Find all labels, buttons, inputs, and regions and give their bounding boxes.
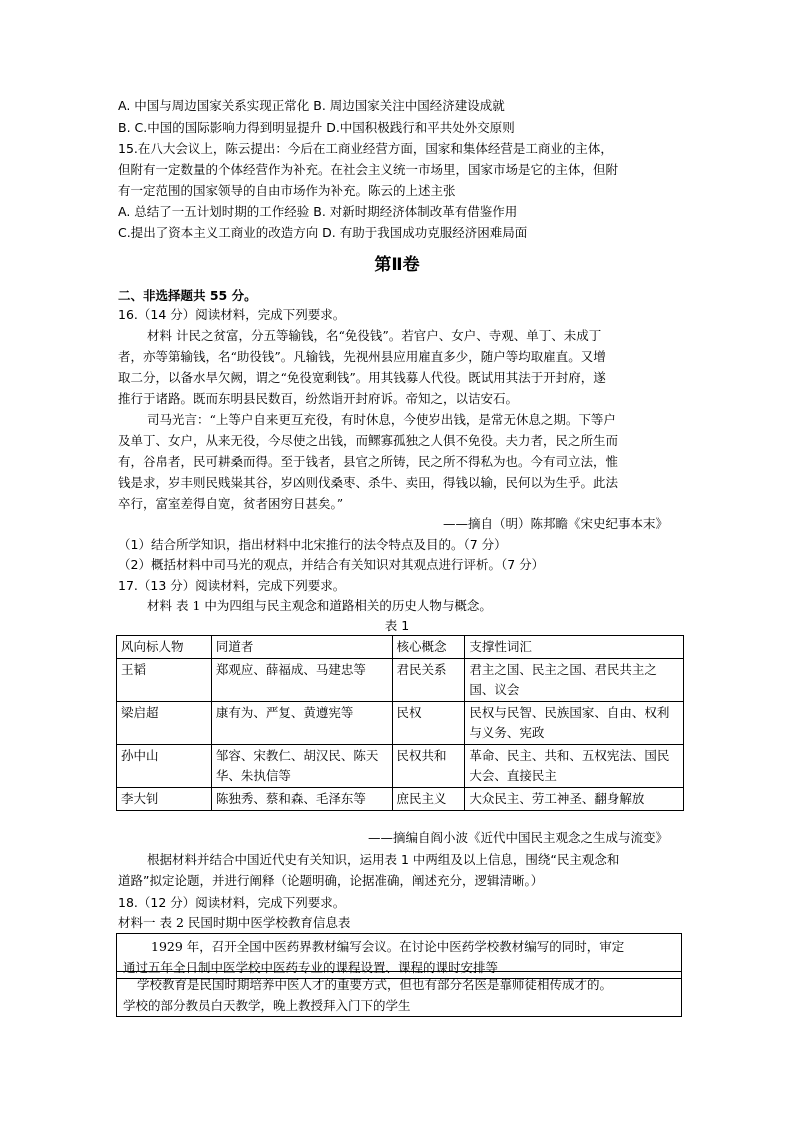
table-header-cell: 风向标人物 xyxy=(117,636,212,659)
q16-sub-question-2: （2）概括材料中司马光的观点，并结合有关知识对其观点进行评析。（7 分） xyxy=(118,557,545,572)
section-title: 第Ⅱ卷 xyxy=(374,255,420,275)
table2-row-1-line: 1929 年，召开全国中医药界教材编写会议。在讨论中医药学校教材编写的同时，审定 xyxy=(151,939,625,954)
table-cell: 民权共和 xyxy=(392,745,465,788)
q16-sub-question-1: （1）结合所学知识，指出材料中北宋推行的法令特点及目的。（7 分） xyxy=(118,537,507,552)
q15-line-3: 有一定范围的国家领导的自由市场作为补充。陈云的上述主张 xyxy=(118,183,456,198)
table-cell: 庶民主义 xyxy=(392,788,465,811)
section-heading: 二、非选择题共 55 分。 xyxy=(118,288,257,303)
q16-para1-line: 推行于诸路。既而东明县民数百，纷然诣开封府诉。帝知之，以诘安石。 xyxy=(118,391,519,406)
q14-options-cd: B. C.中国的国际影响力得到明显提升 D.中国积极践行和平共处外交原则 xyxy=(118,120,515,135)
table-cell: 民权 xyxy=(392,702,465,745)
table-cell: 王韬 xyxy=(117,659,212,702)
table1-caption: 表 1 xyxy=(384,618,410,633)
table-cell: 大众民主、劳工神圣、翻身解放 xyxy=(465,788,684,811)
table2-row-2-line: 学校的部分教员白天教学，晚上教授拜入门下的学生 xyxy=(123,998,411,1013)
table-cell: 君主之国、民主之国、君民共主之国、议会 xyxy=(465,659,684,702)
q17-stem: 17.（13 分）阅读材料，完成下列要求。 xyxy=(118,578,346,593)
q15-line-2: 但附有一定数量的个体经营作为补充。在社会主义统一市场里，国家市场是它的主体，但附 xyxy=(118,162,619,177)
table-header-cell: 支撑性词汇 xyxy=(465,636,684,659)
table-header-cell: 核心概念 xyxy=(392,636,465,659)
q16-source: ——摘自（明）陈邦瞻《宋史纪事本末》 xyxy=(442,516,668,531)
q14-options-ab: A. 中国与周边国家关系实现正常化 B. 周边国家关注中国经济建设成就 xyxy=(118,98,505,113)
table-cell: 革命、民主、共和、五权宪法、国民大会、直接民主 xyxy=(465,745,684,788)
q16-para2-line: 有，谷帛者，民可耕桑而得。至于钱者，县官之所铸，民之所不得私为也。今有司立法，惟 xyxy=(118,454,619,469)
q16-stem: 16.（14 分）阅读材料，完成下列要求。 xyxy=(118,307,346,322)
table2-row-2 xyxy=(116,971,682,1017)
table-row xyxy=(117,788,684,811)
table-row xyxy=(117,702,684,745)
table-header-cell: 同道者 xyxy=(211,636,392,659)
q17-material: 材料 表 1 中为四组与民主观念和道路相关的历史人物与概念。 xyxy=(147,598,492,613)
table2-row-1-line: 通过五年全日制中医学校中医药专业的课程设置、课程的课时安排等 xyxy=(123,960,499,975)
table-row xyxy=(117,745,684,788)
table-1 xyxy=(116,635,684,811)
table-row xyxy=(117,659,684,702)
q16-para1-line: 取二分，以备水旱欠阙，谓之“免役宽剩钱”。用其钱募人代役。既试用其法于开封府，遂 xyxy=(118,370,606,385)
q17-task-line: 道路”拟定论题，并进行阐释（论题明确，论据准确，阐述充分，逻辑清晰。） xyxy=(118,873,544,888)
q17-source: ——摘编自阎小波《近代中国民主观念之生成与流变》 xyxy=(367,830,668,845)
table-cell: 陈独秀、蔡和森、毛泽东等 xyxy=(211,788,392,811)
table-cell: 邹容、宋教仁、胡汉民、陈天华、朱执信等 xyxy=(211,745,392,788)
table2-row-2-line: 学校教育是民国时期培养中医人才的重要方式，但也有部分名医是靠师徒相传成才的。 xyxy=(137,977,613,992)
q15-line-1: 15.在八大会议上，陈云提出：今后在工商业经营方面，国家和集体经营是工商业的主体， xyxy=(118,141,613,156)
table-cell: 李大钊 xyxy=(117,788,212,811)
table-cell: 梁启超 xyxy=(117,702,212,745)
table-cell: 康有为、严复、黄遵宪等 xyxy=(211,702,392,745)
table-cell: 孙中山 xyxy=(117,745,212,788)
q17-task-line: 根据材料并结合中国近代史有关知识，运用表 1 中两组及以上信息，围绕“民主观念和 xyxy=(147,852,620,867)
q16-para1-line: 材料 计民之贫富，分五等输钱，名“免役钱”。若官户、女户、寺观、单丁、未成丁 xyxy=(147,328,602,343)
q16-para2-line: 钱是求，岁丰则民贱粜其谷，岁凶则伐桑枣、杀牛、卖田，得钱以输，民何以为生乎。此法 xyxy=(118,475,619,490)
q16-para2-line: 司马光言：“上等户自来更互充役，有时休息，今使岁出钱，是常无休息之期。下等户 xyxy=(147,412,616,427)
table-cell: 君民关系 xyxy=(392,659,465,702)
table-cell: 郑观应、薛福成、马建忠等 xyxy=(211,659,392,702)
table-header-row xyxy=(117,636,684,659)
table-cell: 民权与民智、民族国家、自由、权利与义务、宪政 xyxy=(465,702,684,745)
q18-stem: 18.（12 分）阅读材料，完成下列要求。 xyxy=(118,895,346,910)
q16-para2-line: 及单丁、女户，从来无役，今尽使之出钱，而鳏寡孤独之人俱不免役。夫力者，民之所生而 xyxy=(118,433,619,448)
q18-material-1: 材料一 表 2 民国时期中医学校教育信息表 xyxy=(118,915,351,930)
q15-options-ab: A. 总结了一五计划时期的工作经验 B. 对新时期经济体制改革有借鉴作用 xyxy=(118,204,518,219)
q15-options-cd: C.提出了资本主义工商业的改造方向 D. 有助于我国成功克服经济困难局面 xyxy=(118,225,528,240)
q16-para1-line: 者，亦等第输钱，名“助役钱”。凡输钱，先视州县应用雇直多少，随户等均取雇直。又增 xyxy=(118,349,606,364)
q16-para2-line: 卒行，富室差得自宽，贫者困穷日甚矣。” xyxy=(118,496,344,511)
